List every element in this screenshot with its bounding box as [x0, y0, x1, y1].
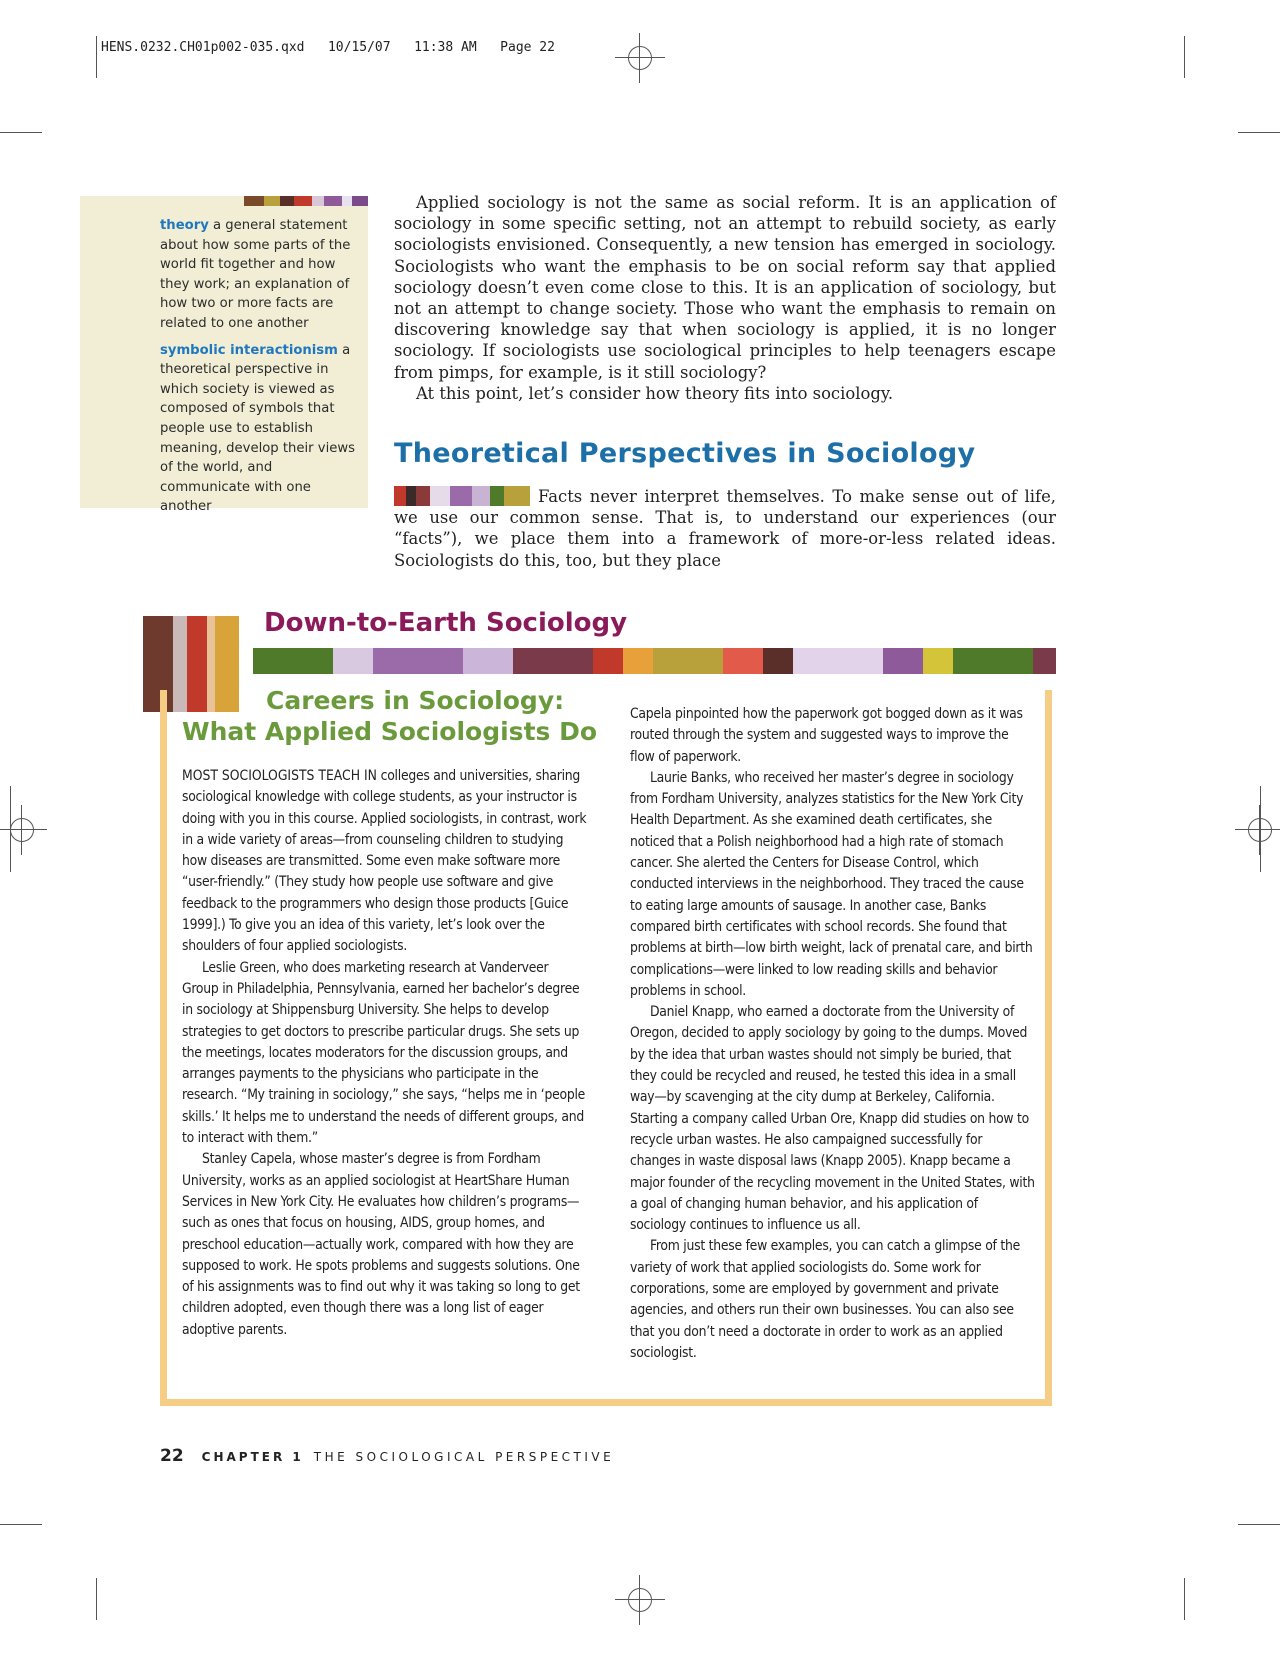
decorative-strip — [394, 486, 530, 506]
registration-mark — [628, 46, 652, 70]
main-text-continued — [394, 486, 1056, 571]
main-text — [394, 192, 1056, 404]
paragraph: Stanley Capela, whose master’s degree is from Fordham University, works as an applied sociologist at HeartShare Human Services in New York City. He evaluates how children’s programs—such as ones that focus on housing, AIDS, group homes, and preschool education—actually work, compared with how they are supposed to work. He spots problems and suggests solutions. One of his assignments was to find out why it was taking so long to get children adopted, even though there was a long list of eager adoptive parents. — [182, 1151, 580, 1338]
feature-series-title: Down-to-Earth Sociology — [264, 608, 628, 638]
paragraph: Facts never interpret themselves. To make sense out of life, we use our common sense. That is, to understand our experiences (our “facts”), we place them into a framework of more-or-less related ideas. Sociologists do this, too, but they place — [394, 487, 1056, 570]
title-line: Careers in Sociology: — [266, 686, 565, 715]
feature-article-title — [182, 685, 597, 747]
title-line: What Applied Sociologists Do — [182, 717, 598, 746]
lead-in: MOST SOCIOLOGISTS TEACH IN — [182, 768, 377, 784]
feature-color-band — [253, 648, 1056, 674]
paragraph: Applied sociology is not the same as social reform. It is an application of sociology in some specific setting, not an attempt to rebuild society, as early sociologists envisioned. Consequently, a new tension has emerged in sociology. Sociologists who want the emphasis to be on social reform say that applied sociology doesn’t even come close to this. It is an application of sociology, but not an attempt to change society. Those who want the emphasis to remain on discovering knowledge say that when sociology is applied, it is no longer sociology. If sociologists use sociological principles to help teenagers escape from pimps, for example, is it still sociology? — [394, 193, 1056, 382]
glossary-entry — [160, 341, 360, 517]
registration-mark — [1248, 818, 1272, 842]
paragraph: Leslie Green, who does marketing research at Vanderveer Group in Philadelphia, Pennsylvania, earned her bachelor’s degree in sociology at Shippensburg University. She helps to develop strategies to get doctors to prescribe particular drugs. She sets up the meetings, locates moderators for the discussion groups, and arranges payments to the physicians who participate in the research. “My training in sociology,” she says, “helps me in ‘people skills.’ It helps me to understand the needs of different groups, and to interact with them.” — [182, 959, 586, 1147]
paragraph: Laurie Banks, who received her master’s degree in sociology from Fordham University, analyzes statistics for the New York City Health Department. As she examined death certificates, she noticed that a Polish neighborhood had a high rate of stomach cancer. She alerted the Centers for Disease Control, which conducted interviews in the neighborhood. They traced the cause to eating large amounts of sausage. In another case, Banks compared birth certificates with school records. She found that problems at birth—low birth weight, lack of prenatal care, and birth complications—were linked to low reading skills and behavior problems in school. — [630, 769, 1033, 999]
paragraph-text: colleges and universities, sharing sociological knowledge with college students, as your instructor is doing with you in this course. Applied sociologists, in contrast, work in a wide variety of areas—from counseling children to studying how diseases are transmitted. Some even make software more “user-friendly.” (They study how people use software and give feedback to the programmers who design those products [Guice 1999].) To give you an idea of this variety, let’s look over the shoulders of four applied sociologists. — [182, 768, 587, 955]
paragraph: At this point, let’s consider how theory fits into sociology. — [416, 383, 894, 403]
paragraph: Daniel Knapp, who earned a doctorate from the University of Oregon, decided to apply sociology by going to the dumps. Moved by the idea that urban wastes should not simply be buried, that they could be recycled and reused, he tested this idea in a small way—by scavenging at the city dump at Berkeley, California. Starting a company called Urban Ore, Knapp did studies on how to recycle urban wastes. He also campaigned successfully for changes in waste disposal laws (Knapp 2005). Knapp became a major founder of the recycling movement in the United States, with a goal of changing human behavior, and his application of sociology continues to influence us all. — [630, 1004, 1035, 1234]
glossary-term: theory — [160, 218, 209, 233]
feature-column-right — [630, 704, 1036, 1364]
chapter-label: CHAPTER 1 — [201, 1450, 304, 1464]
glossary-panel — [80, 196, 368, 515]
chapter-title: THE SOCIOLOGICAL PERSPECTIVE — [313, 1450, 615, 1464]
glossary-definition: a general statement about how some parts of the world fit together and how they work; an explanation of how two or more facts are related to one another — [160, 218, 351, 331]
page-footer — [160, 1446, 614, 1466]
glossary-definition: a theoretical perspective in which society is viewed as composed of symbols that people use to establish meaning, develop their views of the world, and communicate with one another — [160, 342, 356, 515]
paragraph — [182, 766, 588, 958]
section-heading: Theoretical Perspectives in Sociology — [394, 438, 976, 469]
decorative-strip — [244, 196, 368, 206]
glossary-term: symbolic interactionism — [160, 342, 338, 358]
registration-mark — [628, 1588, 652, 1612]
page-number: 22 — [160, 1446, 184, 1466]
printer-slug: HENS.0232.CH01p002-035.qxd 10/15/07 11:38 AM Page 22 — [101, 40, 555, 55]
glossary-entry — [160, 216, 360, 334]
registration-mark — [10, 818, 34, 842]
feature-column-left — [182, 766, 588, 1341]
paragraph: Capela pinpointed how the paperwork got bogged down as it was routed through the system and suggested ways to improve the flow of paperwork. — [630, 706, 1023, 765]
paragraph: From just these few examples, you can catch a glimpse of the variety of work that applied sociologists do. Some work for corporations, some are employed by government and private agencies, and others run their own businesses. You can also see that you don’t need a doctorate in order to work as an applied sociologist. — [630, 1238, 1020, 1361]
